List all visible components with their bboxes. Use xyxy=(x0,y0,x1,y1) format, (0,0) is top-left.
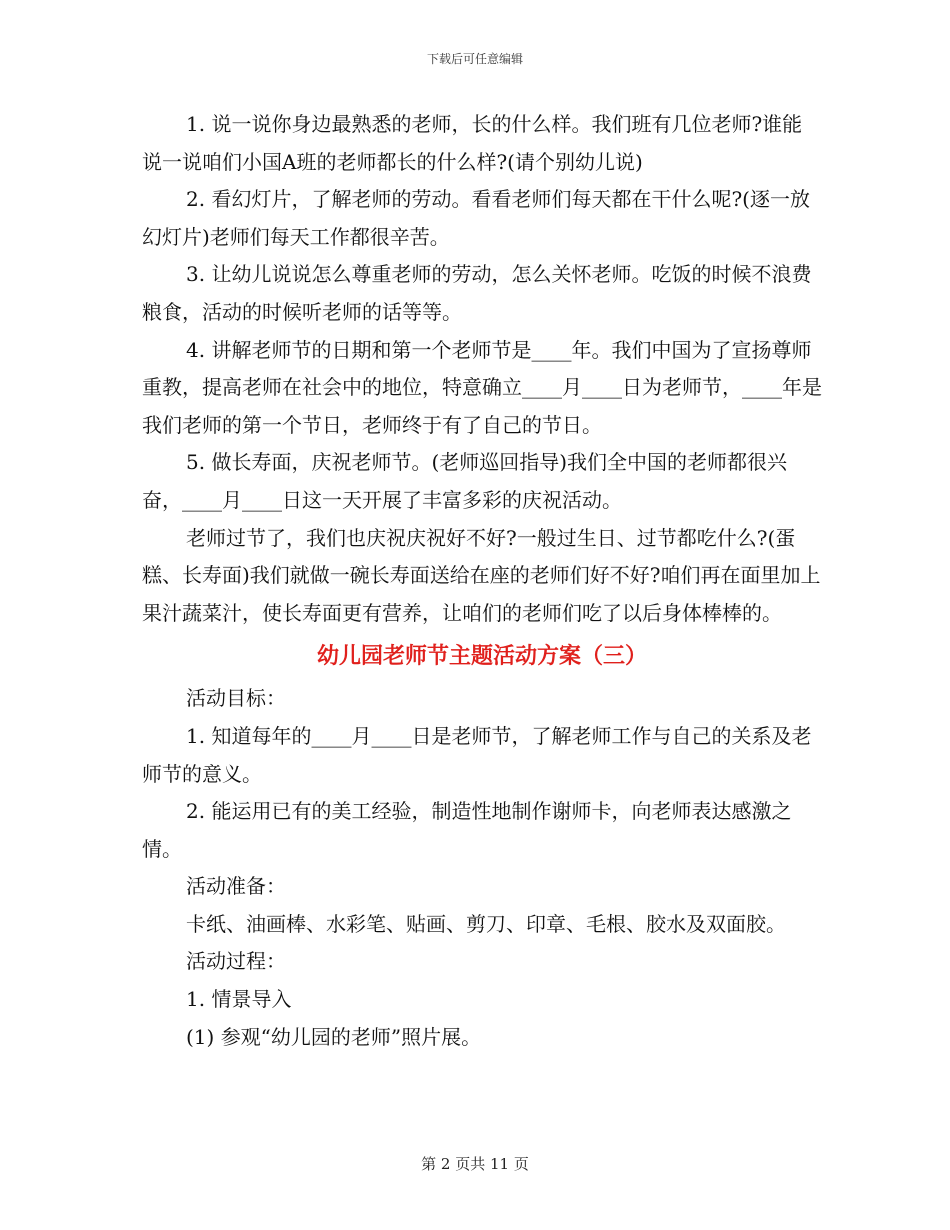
heading-activity-process: 活动过程： xyxy=(186,949,286,974)
page-footer: 第 2 页共 11 页 xyxy=(421,1155,529,1173)
process-step-1: 1. 情景导入 xyxy=(186,987,292,1012)
paragraph-celebration: 老师过节了，我们也庆祝庆祝好不好?一般过生日、过节都吃什么?(蛋糕、长寿面)我们就做一碗长寿面送给在座的老师们好不好?咱们再在面里加上果汁蔬菜汁，使长寿面更有营养，让咱们的老师们吃了以后身体棒棒的。 xyxy=(142,525,821,625)
paragraph-item-4: 4. 讲解老师节的日期和第一个老师节是____年。我们中国为了宣扬尊师重教，提高老师在社会中的地位，特意确立____月____日为老师节，____年是我们老师的第一个节日，老师终于有了自己的节日。 xyxy=(142,337,822,437)
heading-activity-goals: 活动目标： xyxy=(186,686,286,711)
goal-item-1: 1. 知道每年的____月____日是老师节，了解老师工作与自己的关系及老师节的意义。 xyxy=(142,723,812,786)
paragraph-item-1: 1. 说一说你身边最熟悉的老师，长的什么样。我们班有几位老师?谁能说一说咱们小国A班的老师都长的什么样?(请个别幼儿说) xyxy=(142,112,803,174)
section-title: 幼儿园老师节主题活动方案（三） xyxy=(316,643,647,670)
heading-activity-preparation: 活动准备： xyxy=(186,874,286,899)
page-header: 下载后可任意编辑 xyxy=(426,52,523,66)
paragraph-item-2: 2. 看幻灯片，了解老师的劳动。看看老师们每天都在干什么呢?(逐一放幻灯片)老师们每天工作都很辛苦。 xyxy=(142,187,810,249)
paragraph-item-3: 3. 让幼儿说说怎么尊重老师的劳动，怎么关怀老师。吃饭的时候不浪费粮食，活动的时候听老师的话等等。 xyxy=(142,262,812,324)
goal-item-2: 2. 能运用已有的美工经验，制造性地制作谢师卡，向老师表达感激之情。 xyxy=(142,799,792,861)
document-body xyxy=(142,106,822,1056)
preparation-materials: 卡纸、油画棒、水彩笔、贴画、剪刀、印章、毛根、胶水及双面胶。 xyxy=(186,911,786,936)
process-substep-1: (1) 参观“幼儿园的老师”照片展。 xyxy=(186,1024,482,1049)
paragraph-item-5: 5. 做长寿面，庆祝老师节。(老师巡回指导)我们全中国的老师都很兴奋，____月____日这一天开展了丰富多彩的庆祝活动。 xyxy=(142,450,788,512)
